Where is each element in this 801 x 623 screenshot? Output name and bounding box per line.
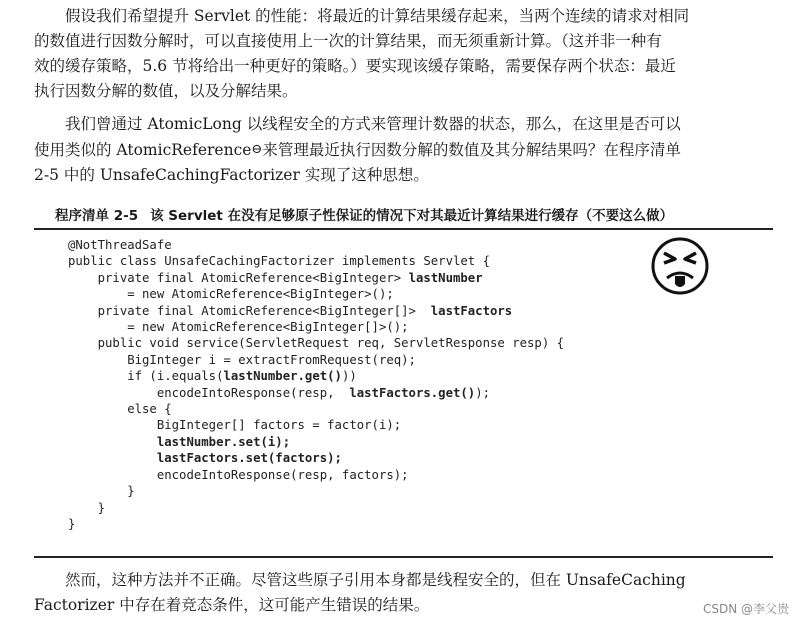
footnote-marker: ⊖ <box>251 142 263 157</box>
code-line: = new AtomicReference<BigInteger[]>(); <box>68 320 409 335</box>
code-line: = new AtomicReference<BigInteger>(); <box>68 287 394 302</box>
code-bold: lastFactors.set(factors); <box>68 451 342 466</box>
code-line: @NotThreadSafe <box>68 238 172 252</box>
code-line: public void service(ServletRequest req, ServletResponse resp) { <box>68 336 565 351</box>
code-line <box>68 434 564 450</box>
second-line-1: 我们曾通过 AtomicLong 以线程安全的方式来管理计数器的状态，那么，在这里是否可以 <box>65 115 681 133</box>
code-line: } <box>68 500 106 515</box>
closing-line-1: 然而，这种方法并不正确。尽管这些原子引用本身都是线程安全的，但在 UnsafeCaching <box>65 571 686 589</box>
code-bold: lastNumber <box>408 270 483 285</box>
intro-line-2: 的数值进行因数分解时，可以直接使用上一次的计算结果，而无须重新计算。（这并非一种有 <box>34 32 662 50</box>
code-bold: lastNumber.set(i); <box>68 434 291 449</box>
intro-line-4: 执行因数分解的数值，以及分解结果。 <box>34 82 298 100</box>
second-line-2-post: 来管理最近执行因数分解的数值及其分解结果吗？在程序清单 <box>262 141 681 159</box>
code-line: BigInteger[] factors = factor(i); <box>68 418 402 433</box>
second-line-2 <box>34 137 774 163</box>
code-bold: lastFactors.get() <box>349 385 476 400</box>
code-line: } <box>68 484 135 499</box>
code-line: if (i.equals(lastNumber.get())) <box>68 369 357 384</box>
code-bold: lastNumber.get() <box>223 369 342 384</box>
code-line: public class UnsafeCachingFactorizer implements Servlet { <box>68 254 490 269</box>
second-line-2-pre: 使用类似的 AtomicReference <box>34 141 252 159</box>
code-line: BigInteger i = extractFromRequest(req); <box>68 352 416 367</box>
code-listing <box>68 237 564 532</box>
code-line: encodeIntoResponse(resp, lastFactors.get()); <box>68 385 490 400</box>
disgusted-face-icon <box>650 236 710 296</box>
intro-line-1: 假设我们希望提升 Servlet 的性能：将最近的计算结果缓存起来，当两个连续的请求对相同 <box>65 7 690 25</box>
second-paragraph <box>34 112 774 188</box>
second-line-3: 2-5 中的 UnsafeCachingFactorizer 实现了这种思想。 <box>34 166 429 184</box>
code-bold: lastFactors <box>430 303 513 318</box>
listing-label: 程序清单 2-5 <box>55 208 139 224</box>
code-line: private final AtomicReference<BigInteger> lastNumber <box>68 270 483 285</box>
intro-line-3: 效的缓存策略，5.6 节将给出一种更好的策略。）要实现该缓存策略，需要保存两个状态：最近 <box>34 57 676 75</box>
code-line: else { <box>68 402 172 417</box>
closing-line-2: Factorizer 中存在着竞态条件，这可能产生错误的结果。 <box>34 596 430 614</box>
watermark: CSDN @李父贵 <box>702 602 789 616</box>
intro-paragraph <box>34 4 774 104</box>
closing-paragraph <box>34 568 774 618</box>
code-line: encodeIntoResponse(resp, factors); <box>68 467 409 482</box>
code-line: } <box>68 516 76 531</box>
listing-bottom-rule <box>34 556 773 558</box>
code-line <box>68 450 564 466</box>
listing-title: 该 Servlet 在没有足够原子性保证的情况下对其最近计算结果进行缓存（不要这么做） <box>150 208 674 224</box>
listing-caption <box>55 204 673 224</box>
code-line: private final AtomicReference<BigInteger[]> lastFactors <box>68 303 513 318</box>
listing-top-rule <box>34 228 773 230</box>
